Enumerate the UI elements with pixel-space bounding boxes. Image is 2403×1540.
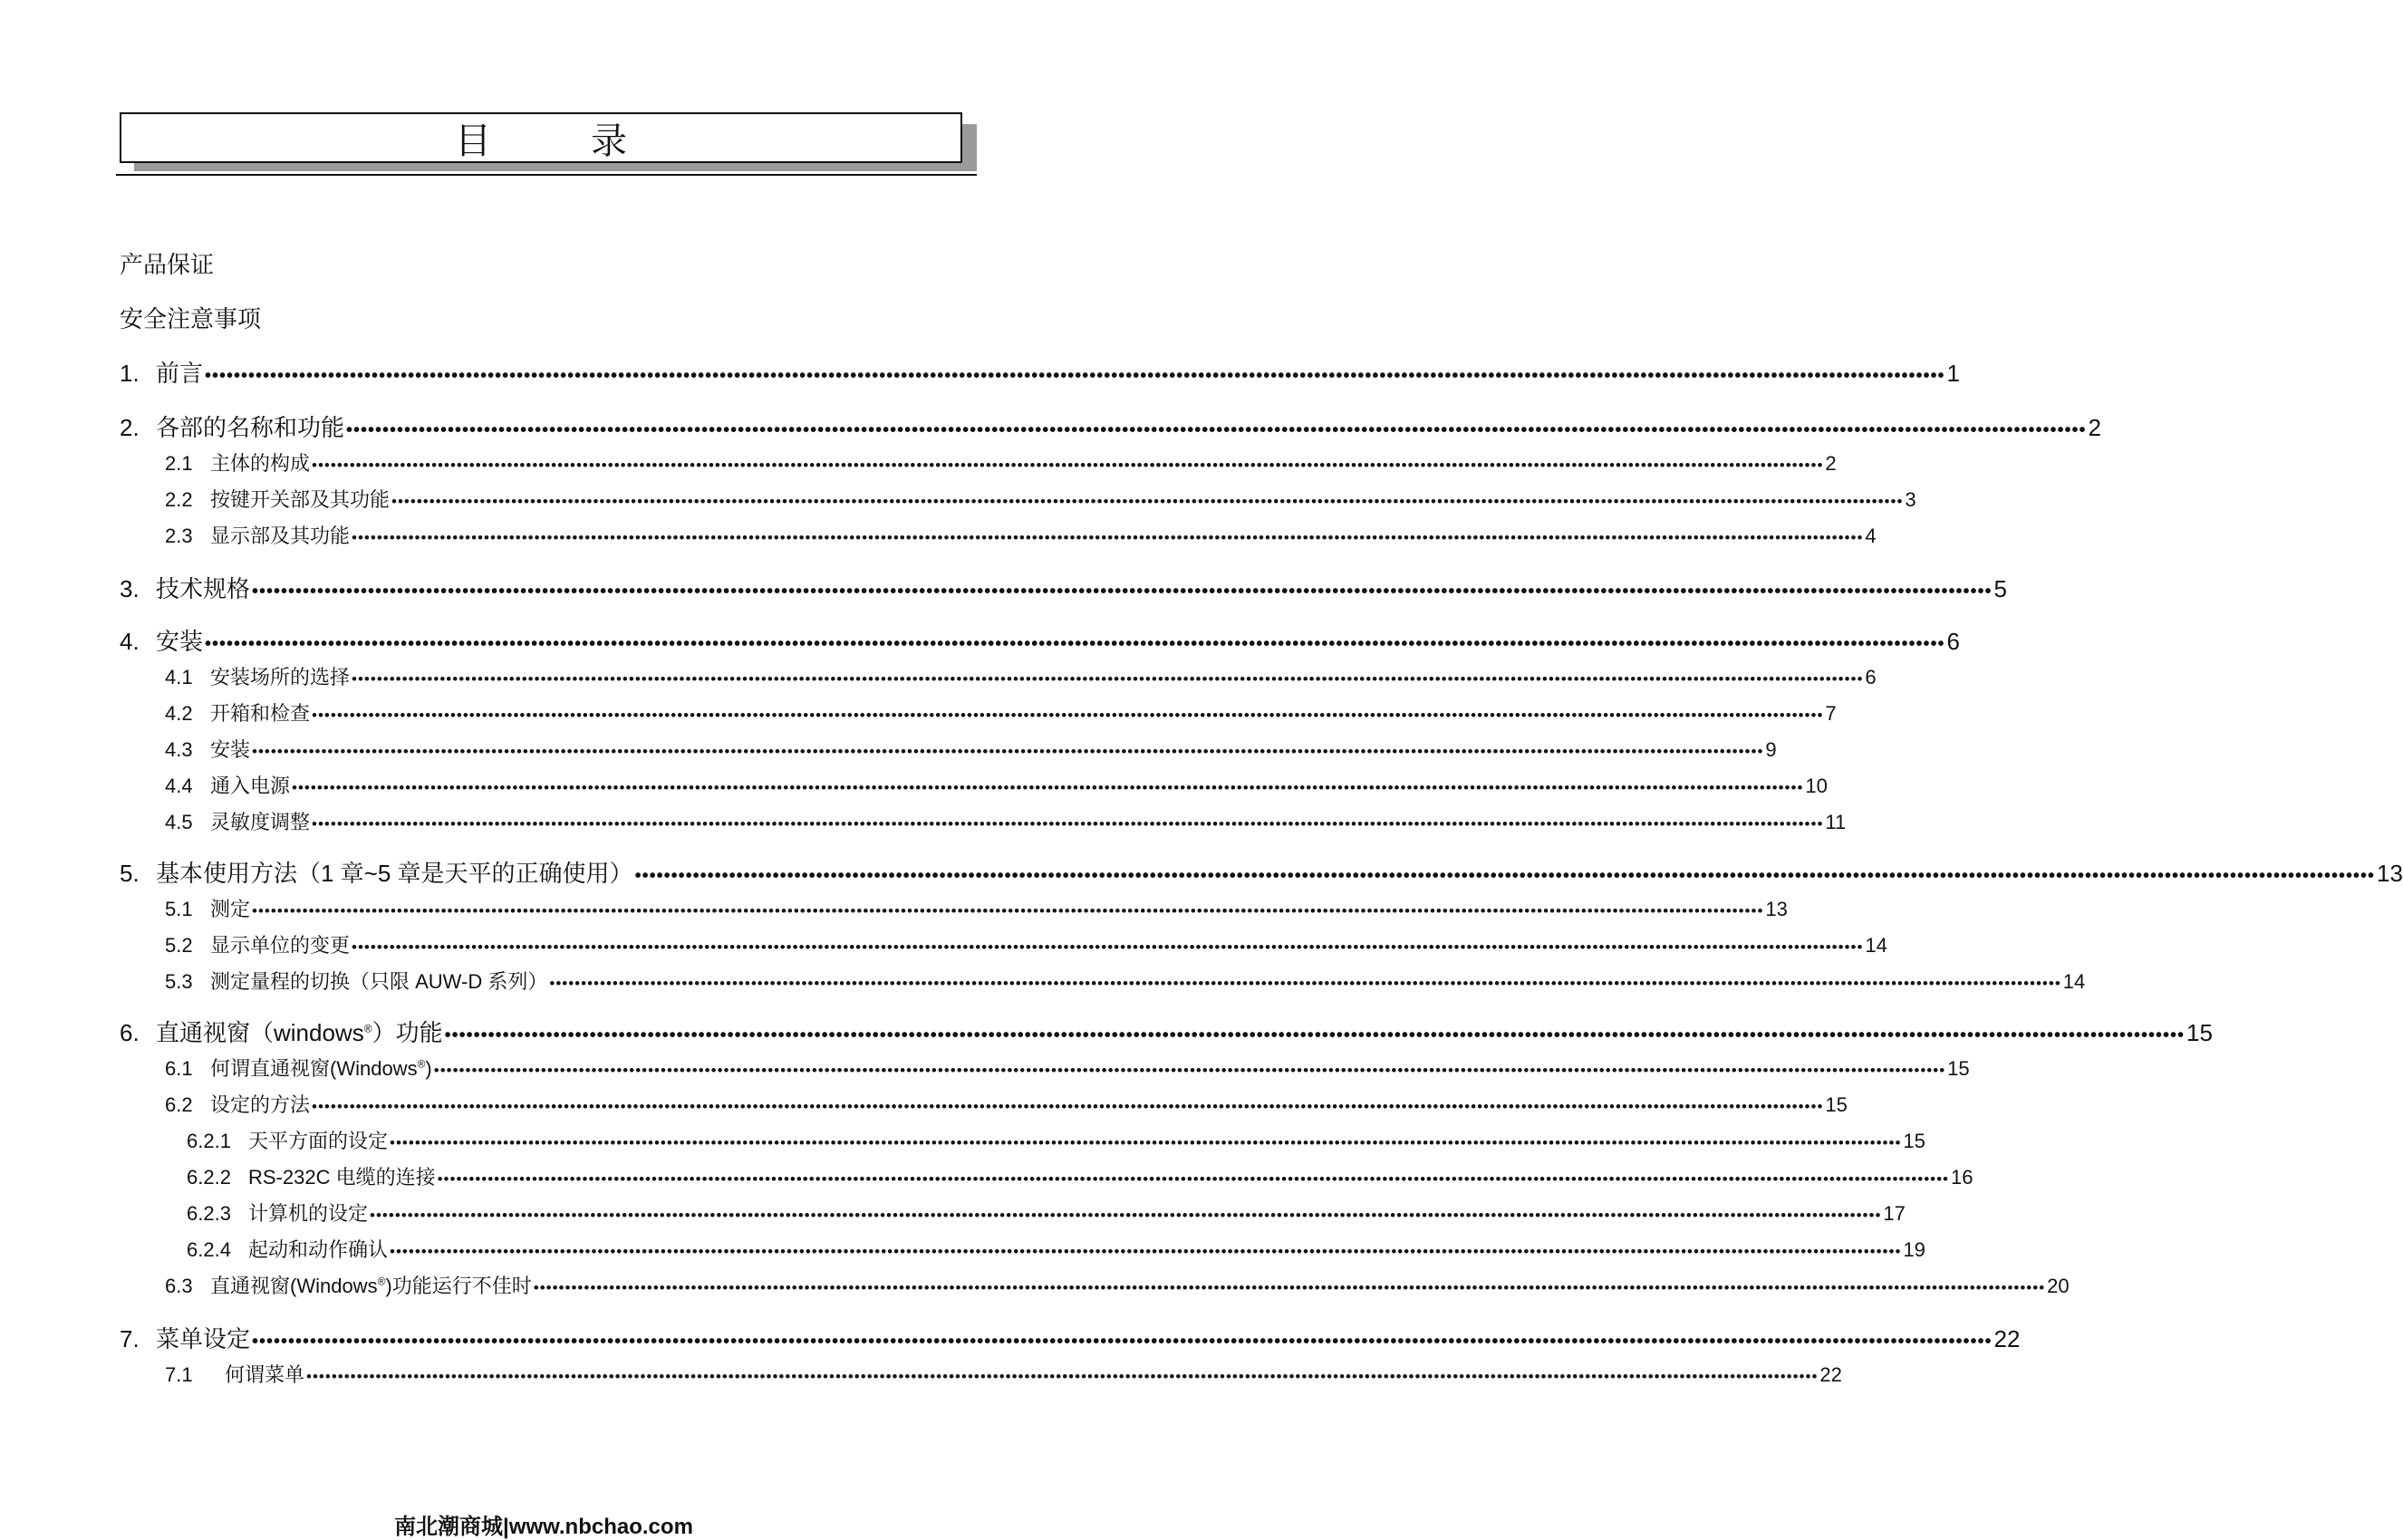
toc-entry-6[interactable] — [120, 1015, 2213, 1051]
toc-entry-number: 4.3 — [165, 738, 193, 761]
toc-entry-number: 2.2 — [165, 488, 193, 511]
toc-entry-4-5[interactable] — [120, 804, 1847, 841]
dot-leader: •••••••••••••••••••••••••••••••••••••••••••••••••••••••••••••••••••••••••••••••••••••••••••••••••••••••••••••••••••••••••••••••••••••••••••••••••••••••••••••••••••••••••••••••••••••••••••••••••••••••••••••••••••••••••••••••••••••••••••••••• — [634, 866, 2376, 886]
toc-entry-label: 基本使用方法（1 章~5 章是天平的正确使用） — [156, 860, 633, 887]
toc-entry-page: 6 — [1865, 666, 1877, 688]
table-of-contents — [120, 246, 2403, 1393]
toc-entry-6-2[interactable] — [120, 1087, 1848, 1123]
dot-leader: •••••••••••••••••••••••••••••••••••••••••••••••••••••••••••••••••••••••••••••••••••••••••••••••••••••••••••••••••••••••••••••••••••••••••••••••••••••••••••••••••••••••••••••••••••••••••••••••••••••••••••••••••••••••••••••••••••••••••••••••• — [390, 1134, 1902, 1151]
toc-entry-label: 设定的方法 — [210, 1093, 311, 1116]
toc-entry-page: 22 — [1993, 1325, 2021, 1352]
dot-leader: •••••••••••••••••••••••••••••••••••••••••••••••••••••••••••••••••••••••••••••••••••••••••••••••••••••••••••••••••••••••••••••••••••••••••••••••••••••••••••••••••••••••••••••••••••••••••••••••••••••••••••••••••••••••••••••••••••••••••••••••• — [312, 457, 1824, 474]
dot-leader: •••••••••••••••••••••••••••••••••••••••••••••••••••••••••••••••••••••••••••••••••••••••••••••••••••••••••••••••••••••••••••••••••••••••••••••••••••••••••••••••••••••••••••••••••••••••••••••••••••••••••••••••••••••••••••••••••••••••••••••••• — [312, 707, 1824, 724]
toc-entry-2-2[interactable] — [120, 482, 1916, 518]
toc-entry-number: 4.1 — [165, 666, 193, 688]
toc-entry-label: RS-232C 电缆的连接 — [248, 1166, 436, 1189]
toc-entry-2-1[interactable] — [120, 446, 1837, 482]
toc-entry-number: 6.2.2 — [187, 1166, 231, 1189]
toc-entry-label: 前言 — [156, 360, 204, 387]
toc-entry-page: 14 — [2062, 970, 2086, 993]
toc-entry-4-4[interactable] — [120, 768, 1828, 804]
label-text: 何谓直通视窗(Windows — [210, 1057, 418, 1080]
toc-entry-6-3[interactable] — [120, 1268, 2070, 1304]
toc-entry-label: 技术规格 — [156, 575, 251, 602]
dot-leader: •••••••••••••••••••••••••••••••••••••••••••••••••••••••••••••••••••••••••••••••••••••••••••••••••••••••••••••••••••••••••••••••••••••••••••••••••••••••••••••••••••••••••••••••••••••••••••••••••••••••••••••••••••••••••••••••••••••••••••••••• — [205, 634, 1945, 654]
dot-leader: •••••••••••••••••••••••••••••••••••••••••••••••••••••••••••••••••••••••••••••••••••••••••••••••••••••••••••••••••••••••••••••••••••••••••••••••••••••••••••••••••••••••••••••••••••••••••••••••••••••••••••••••••••••••••••••••••••••••••••••••• — [433, 1062, 1946, 1079]
label-text: 直通视窗(Windows — [210, 1275, 378, 1297]
toc-entry-page: 1 — [1946, 360, 1960, 387]
toc-entry-number: 2. — [120, 414, 140, 441]
toc-entry-number: 4. — [120, 628, 140, 655]
dot-leader: •••••••••••••••••••••••••••••••••••••••••••••••••••••••••••••••••••••••••••••••••••••••••••••••••••••••••••••••••••••••••••••••••••••••••••••••••••••••••••••••••••••••••••••••••••••••••••••••••••••••••••••••••••••••••••••••••••••••••••••••• — [391, 493, 1904, 510]
page-title: 目录 — [455, 120, 727, 161]
toc-entry-number: 4.5 — [165, 811, 193, 833]
dot-leader: •••••••••••••••••••••••••••••••••••••••••••••••••••••••••••••••••••••••••••••••••••••••••••••••••••••••••••••••••••••••••••••••••••••••••••••••••••••••••••••••••••••••••••••••••••••••••••••••••••••••••••••••••••••••••••••••••••••••••••••••• — [444, 1025, 2186, 1045]
label-text: ）功能 — [372, 1019, 443, 1046]
toc-entry-page: 15 — [1825, 1093, 1848, 1116]
toc-entry-5-3[interactable] — [120, 964, 2086, 1000]
label-text: 直通视窗（windows — [156, 1019, 364, 1046]
toc-entry-number: 6.2.4 — [187, 1238, 231, 1261]
toc-entry-label: 按键开关部及其功能 — [210, 488, 391, 511]
toc-entry-number: 6.2.1 — [187, 1130, 231, 1152]
toc-entry-label — [210, 1051, 432, 1087]
toc-entry-label — [210, 1268, 532, 1304]
toc-entry-label: 灵敏度调整 — [210, 811, 311, 833]
toc-entry-label: 计算机的设定 — [248, 1202, 369, 1225]
toc-entry-number: 2.1 — [165, 452, 193, 475]
toc-entry-5-2[interactable] — [120, 928, 1887, 964]
dot-leader: •••••••••••••••••••••••••••••••••••••••••••••••••••••••••••••••••••••••••••••••••••••••••••••••••••••••••••••••••••••••••••••••••••••••••••••••••••••••••••••••••••••••••••••••••••••••••••••••••••••••••••••••••••••••••••••••••••••••••••••••• — [292, 779, 1804, 796]
toc-entry-number: 5.1 — [165, 898, 193, 920]
toc-entry-number: 5. — [120, 860, 140, 887]
toc-entry-label: 显示单位的变更 — [210, 934, 351, 957]
toc-entry-page: 4 — [1865, 525, 1877, 547]
toc-entry-number: 2.3 — [165, 525, 193, 547]
dot-leader: •••••••••••••••••••••••••••••••••••••••••••••••••••••••••••••••••••••••••••••••••••••••••••••••••••••••••••••••••••••••••••••••••••••••••••••••••••••••••••••••••••••••••••••••••••••••••••••••••••••••••••••••••••••••••••••••••••••••••••••••• — [306, 1368, 1819, 1385]
toc-entry-page: 9 — [1765, 738, 1777, 761]
toc-entry-page: 15 — [1903, 1130, 1925, 1152]
toc-entry-number: 6.2 — [165, 1093, 193, 1116]
toc-entry-5[interactable] — [120, 855, 2403, 891]
title-underline — [116, 174, 977, 176]
toc-entry-page: 11 — [1825, 811, 1847, 833]
registered-mark: ® — [417, 1057, 426, 1071]
footer-watermark: 南北潮商城|www.nbchao.com — [394, 1515, 693, 1539]
toc-entry-page: 13 — [2377, 860, 2403, 887]
toc-entry-6-2-4[interactable] — [120, 1232, 1925, 1268]
dot-leader: •••••••••••••••••••••••••••••••••••••••••••••••••••••••••••••••••••••••••••••••••••••••••••••••••••••••••••••••••••••••••••••••••••••••••••••••••••••••••••••••••••••••••••••••••••••••••••••••••••••••••••••••••••••••••••••••••••••••••••••••• — [205, 366, 1945, 386]
toc-entry-label: 安装 — [210, 738, 251, 761]
dot-leader: •••••••••••••••••••••••••••••••••••••••••••••••••••••••••••••••••••••••••••••••••••••••••••••••••••••••••••••••••••••••••••••••••••••••••••••••••••••••••••••••••••••••••••••••••••••••••••••••••••••••••••••••••••••••••••••••••••••••••••••••• — [370, 1207, 1882, 1224]
toc-entry-page: 10 — [1805, 775, 1828, 797]
toc-entry-label: 起动和动作确认 — [248, 1238, 389, 1261]
dot-leader: •••••••••••••••••••••••••••••••••••••••••••••••••••••••••••••••••••••••••••••••••••••••••••••••••••••••••••••••••••••••••••••••••••••••••••••••••••••••••••••••••••••••••••••••••••••••••••••••••••••••••••••••••••••••••••••••••••••••••••••••• — [252, 582, 1993, 602]
toc-entry-number: 6.1 — [165, 1057, 193, 1080]
toc-entry-label: 安装场所的选择 — [210, 666, 351, 688]
dot-leader: •••••••••••••••••••••••••••••••••••••••••••••••••••••••••••••••••••••••••••••••••••••••••••••••••••••••••••••••••••••••••••••••••••••••••••••••••••••••••••••••••••••••••••••••••••••••••••••••••••••••••••••••••••••••••••••••••••••••••••••••• — [312, 815, 1824, 833]
toc-entry-number: 6. — [120, 1019, 140, 1046]
toc-entry-number: 7.1 — [165, 1363, 193, 1386]
toc-entry-label: 测定 — [210, 898, 251, 920]
toc-entry-number: 7. — [120, 1325, 140, 1352]
dot-leader: •••••••••••••••••••••••••••••••••••••••••••••••••••••••••••••••••••••••••••••••••••••••••••••••••••••••••••••••••••••••••••••••••••••••••••••••••••••••••••••••••••••••••••••••••••••••••••••••••••••••••••••••••••••••••••••••••••••••••••••••• — [252, 743, 1764, 760]
toc-entry-7[interactable] — [120, 1321, 2021, 1357]
toc-entry-label: 安装 — [156, 628, 204, 655]
registered-mark: ® — [363, 1022, 372, 1035]
toc-entry-page: 14 — [1865, 934, 1887, 957]
toc-entry-4-1[interactable] — [120, 659, 1877, 696]
toc-entry-page: 15 — [1947, 1057, 1970, 1080]
toc-entry-page: 6 — [1946, 628, 1960, 655]
toc-entry-number: 6.2.3 — [187, 1202, 231, 1225]
toc-entry-number: 5.3 — [165, 970, 193, 993]
toc-title-box — [120, 112, 977, 176]
dot-leader: •••••••••••••••••••••••••••••••••••••••••••••••••••••••••••••••••••••••••••••••••••••••••••••••••••••••••••••••••••••••••••••••••••••••••••••••••••••••••••••••••••••••••••••••••••••••••••••••••••••••••••••••••••••••••••••••••••••••••••••••• — [390, 1243, 1902, 1260]
toc-entry-page: 2 — [1825, 452, 1837, 475]
toc-entry-number: 3. — [120, 575, 140, 602]
toc-entry-page: 3 — [1905, 488, 1916, 511]
toc-entry-6-1[interactable] — [120, 1051, 1970, 1087]
toc-entry-label: 各部的名称和功能 — [156, 414, 345, 441]
toc-entry-label: 开箱和检查 — [210, 702, 311, 725]
title-frame — [120, 112, 962, 163]
dot-leader: •••••••••••••••••••••••••••••••••••••••••••••••••••••••••••••••••••••••••••••••••••••••••••••••••••••••••••••••••••••••••••••••••••••••••••••••••••••••••••••••••••••••••••••••••••••••••••••••••••••••••••••••••••••••••••••••••••••••••••••••• — [352, 670, 1864, 688]
toc-entry-number: 5.2 — [165, 934, 193, 957]
toc-entry-page: 13 — [1765, 898, 1788, 920]
toc-entry-number: 4.2 — [165, 702, 193, 725]
toc-entry-1[interactable] — [120, 355, 1960, 391]
toc-entry-label: 主体的构成 — [210, 452, 311, 475]
dot-leader: •••••••••••••••••••••••••••••••••••••••••••••••••••••••••••••••••••••••••••••••••••••••••••••••••••••••••••••••••••••••••••••••••••••••••••••••••••••••••••••••••••••••••••••••••••••••••••••••••••••••••••••••••••••••••••••••••••••••••••••••• — [352, 938, 1864, 956]
toc-entry-label — [156, 1015, 443, 1051]
toc-entry-4[interactable] — [120, 623, 1960, 659]
toc-entry-label: 菜单设定 — [156, 1325, 251, 1352]
dot-leader: •••••••••••••••••••••••••••••••••••••••••••••••••••••••••••••••••••••••••••••••••••••••••••••••••••••••••••••••••••••••••••••••••••••••••••••••••••••••••••••••••••••••••••••••••••••••••••••••••••••••••••••••••••••••••••••••••••••••••••••••• — [352, 529, 1864, 546]
toc-entry-page: 7 — [1825, 702, 1837, 725]
toc-entry-3[interactable] — [120, 571, 2007, 607]
registered-mark: ® — [377, 1275, 386, 1288]
toc-entry-5-1[interactable] — [120, 891, 1788, 928]
dot-leader: •••••••••••••••••••••••••••••••••••••••••••••••••••••••••••••••••••••••••••••••••••••••••••••••••••••••••••••••••••••••••••••••••••••••••••••••••••••••••••••••••••••••••••••••••••••••••••••••••••••••••••••••••••••••••••••••••••••••••••••••• — [312, 1098, 1824, 1115]
toc-prelim-warranty[interactable]: 产品保证 — [120, 251, 215, 278]
toc-entry-label: 天平方面的设定 — [248, 1130, 389, 1152]
toc-entry-label: 通入电源 — [210, 775, 291, 797]
dot-leader: •••••••••••••••••••••••••••••••••••••••••••••••••••••••••••••••••••••••••••••••••••••••••••••••••••••••••••••••••••••••••••••••••••••••••••••••••••••••••••••••••••••••••••••••••••••••••••••••••••••••••••••••••••••••••••••••••••••••••••••••• — [549, 975, 2061, 992]
dot-leader: •••••••••••••••••••••••••••••••••••••••••••••••••••••••••••••••••••••••••••••••••••••••••••••••••••••••••••••••••••••••••••••••••••••••••••••••••••••••••••••••••••••••••••••••••••••••••••••••••••••••••••••••••••••••••••••••••••••••••••••••• — [252, 902, 1764, 919]
toc-entry-page: 2 — [2088, 414, 2101, 441]
label-text: ) — [425, 1057, 432, 1080]
toc-entry-page: 17 — [1883, 1202, 1906, 1225]
dot-leader: •••••••••••••••••••••••••••••••••••••••••••••••••••••••••••••••••••••••••••••••••••••••••••••••••••••••••••••••••••••••••••••••••••••••••••••••••••••••••••••••••••••••••••••••••••••••••••••••••••••••••••••••••••••••••••••••••••••••••••••••• — [346, 420, 2087, 440]
toc-entry-4-3[interactable] — [120, 732, 1777, 768]
dot-leader: •••••••••••••••••••••••••••••••••••••••••••••••••••••••••••••••••••••••••••••••••••••••••••••••••••••••••••••••••••••••••••••••••••••••••••••••••••••••••••••••••••••••••••••••••••••••••••••••••••••••••••••••••••••••••••••••••••••••••••••••• — [252, 1332, 1993, 1352]
toc-entry-label: 显示部及其功能 — [210, 525, 351, 547]
toc-entry-number: 1. — [120, 360, 140, 387]
toc-entry-6-2-1[interactable] — [120, 1123, 1925, 1160]
toc-entry-2[interactable] — [120, 409, 2101, 446]
toc-entry-page: 5 — [1993, 575, 2007, 602]
toc-entry-page: 16 — [1951, 1166, 1974, 1189]
toc-entry-page: 22 — [1819, 1363, 1842, 1386]
toc-entry-7-1[interactable] — [120, 1357, 1842, 1393]
label-text: )功能运行不佳时 — [385, 1275, 532, 1297]
toc-entry-4-2[interactable] — [120, 696, 1837, 732]
dot-leader: •••••••••••••••••••••••••••••••••••••••••••••••••••••••••••••••••••••••••••••••••••••••••••••••••••••••••••••••••••••••••••••••••••••••••••••••••••••••••••••••••••••••••••••••••••••••••••••••••••••••••••••••••••••••••••••••••••••••••••••••• — [533, 1279, 2046, 1296]
toc-entry-label: 何谓菜单 — [225, 1363, 305, 1386]
toc-entry-2-3[interactable] — [120, 518, 1877, 554]
toc-entry-page: 20 — [2047, 1275, 2070, 1297]
toc-entry-page: 19 — [1903, 1238, 1925, 1261]
toc-entry-page: 15 — [2186, 1019, 2213, 1046]
toc-entry-label: 测定量程的切换（只限 AUW-D 系列） — [210, 970, 548, 993]
toc-entry-number: 4.4 — [165, 775, 193, 797]
dot-leader: •••••••••••••••••••••••••••••••••••••••••••••••••••••••••••••••••••••••••••••••••••••••••••••••••••••••••••••••••••••••••••••••••••••••••••••••••••••••••••••••••••••••••••••••••••••••••••••••••••••••••••••••••••••••••••••••••••••••••••••••• — [437, 1170, 1950, 1188]
toc-prelim-safety[interactable]: 安全注意事项 — [120, 305, 262, 332]
toc-entry-number: 6.3 — [165, 1275, 193, 1297]
toc-entry-6-2-2[interactable] — [120, 1160, 1974, 1196]
toc-entry-6-2-3[interactable] — [120, 1196, 1906, 1232]
